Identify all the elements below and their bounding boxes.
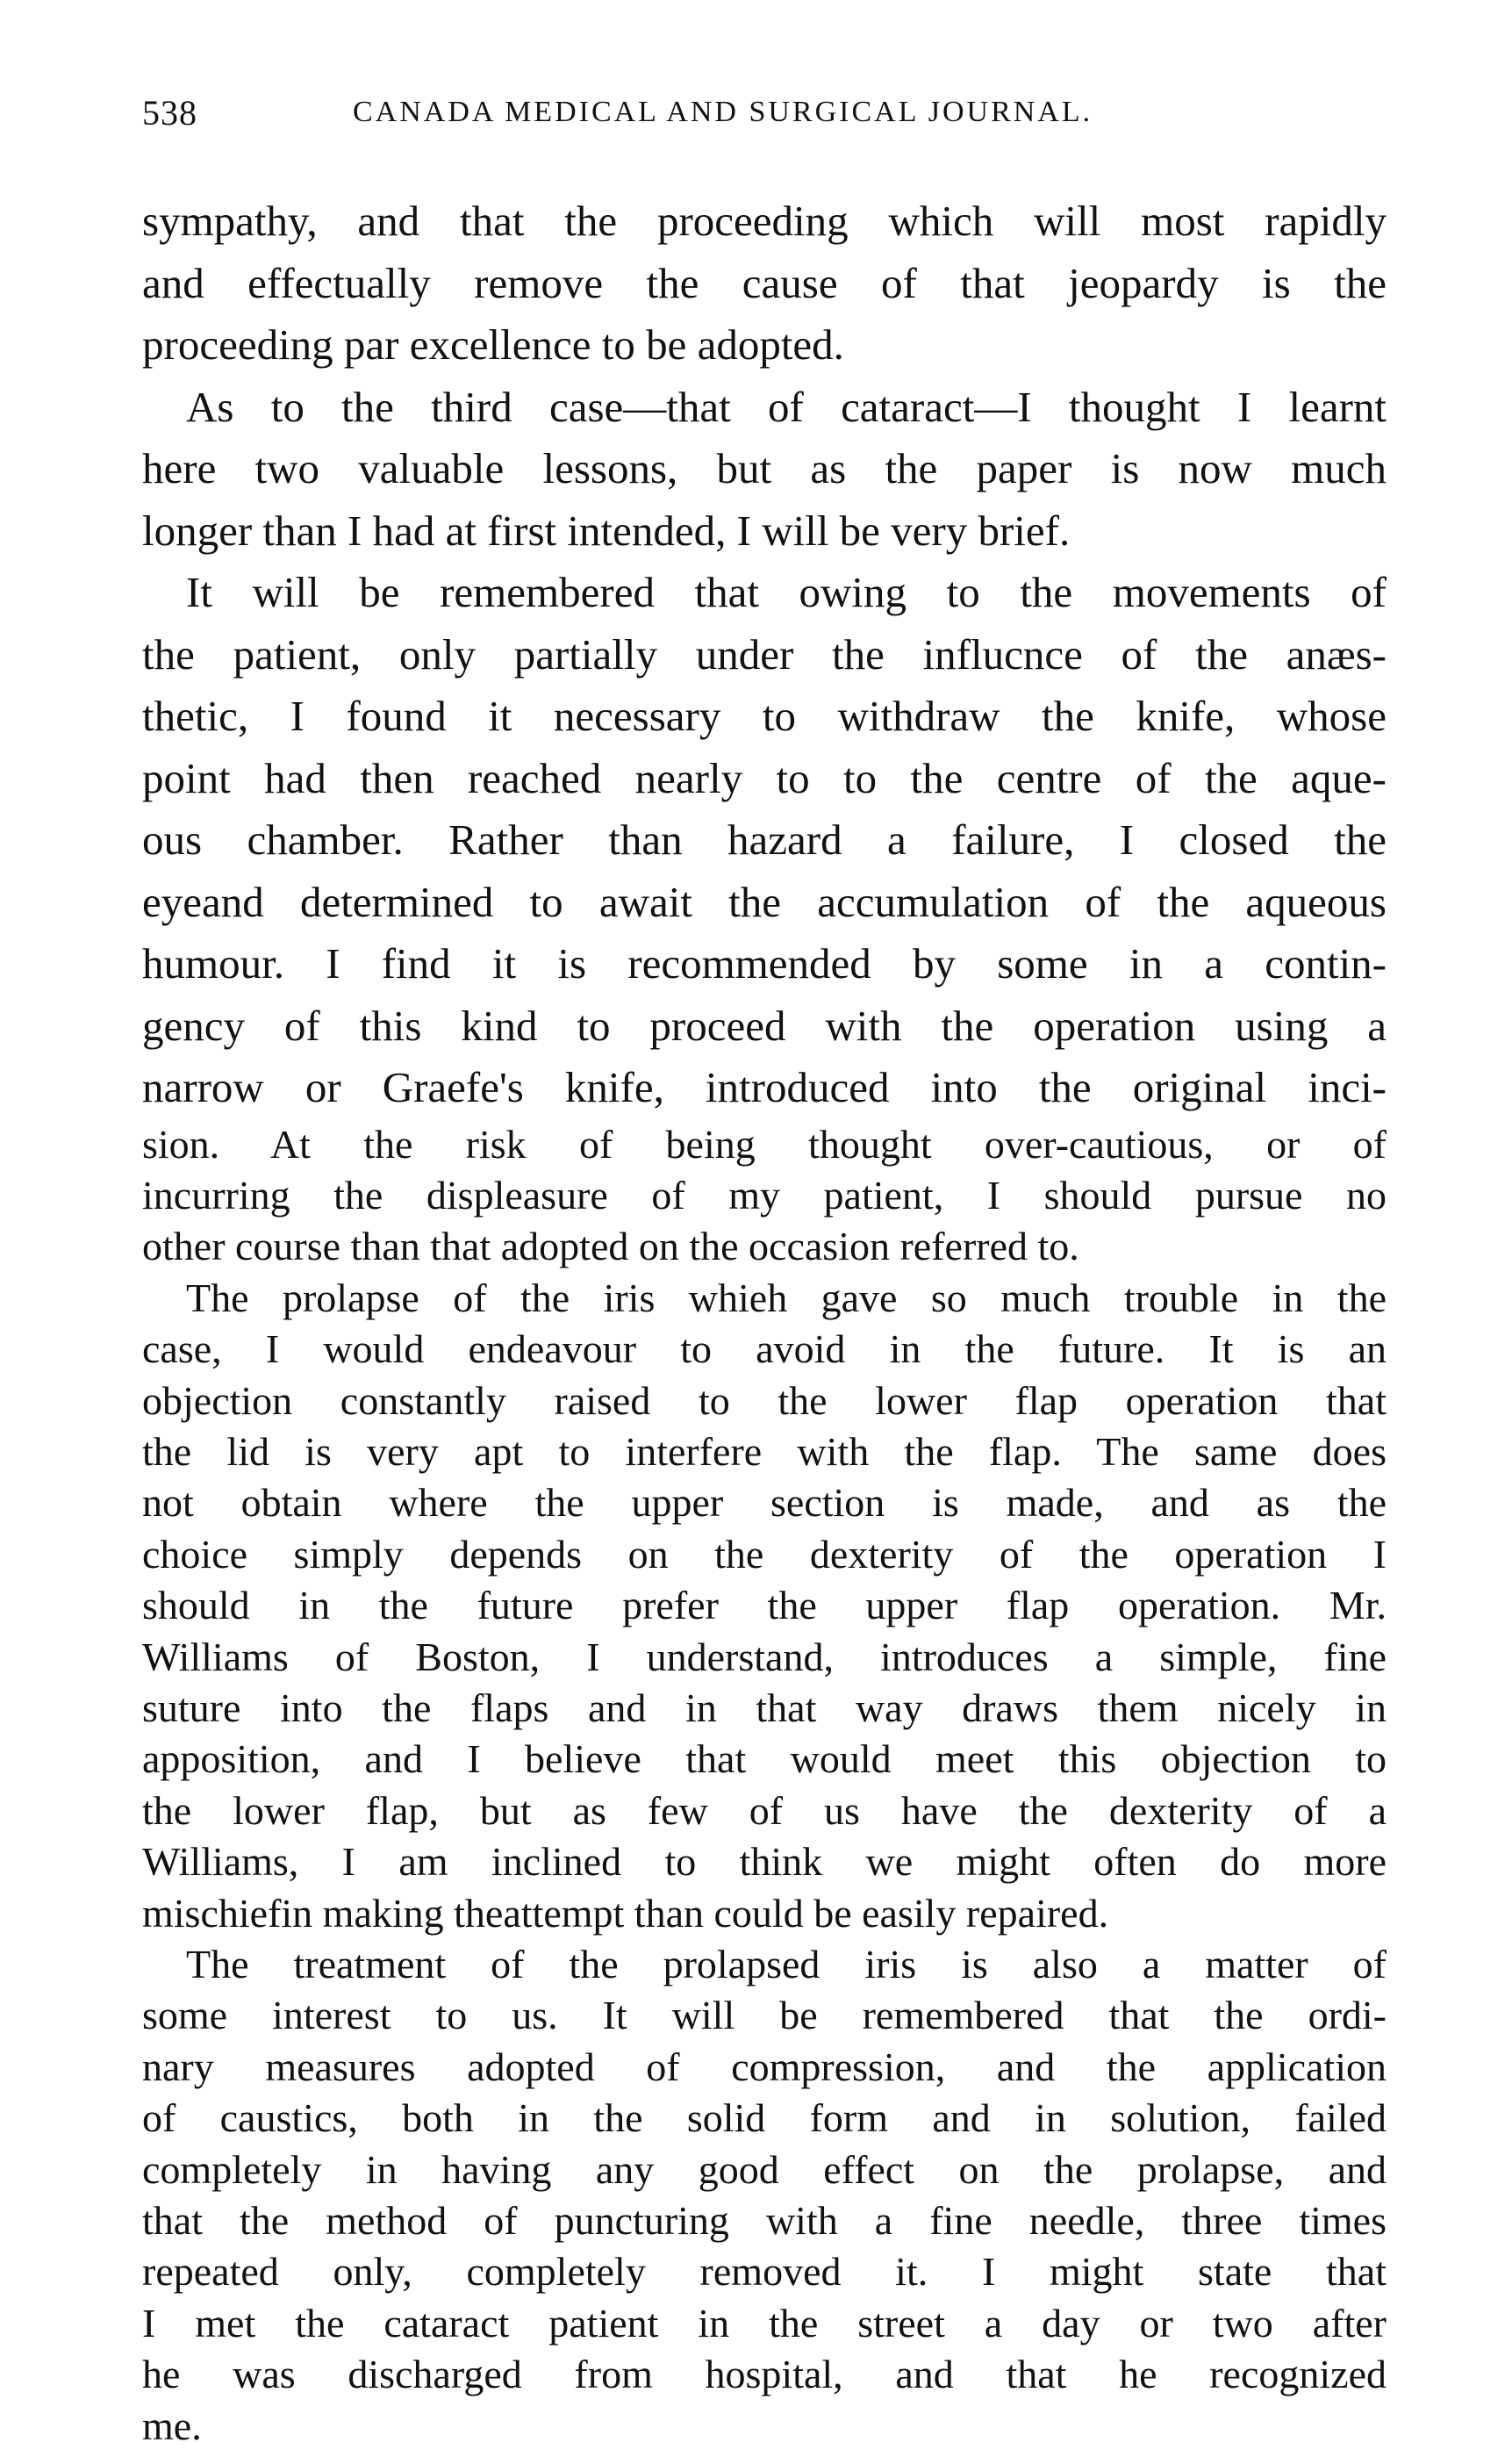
text-line: the lower flap, but as few of us have the dexterity of a: [142, 1787, 1387, 1833]
text-line: he was discharged from hospital, and that he recognized: [142, 2352, 1387, 2397]
text-line: sympathy, and that the proceeding which will most rapidly: [142, 197, 1387, 245]
page-header: [142, 92, 1387, 145]
text-line: some interest to us. It will be remembered that the ordi-: [142, 1993, 1387, 2038]
text-block-large: [142, 190, 1387, 1119]
text-line: me.: [142, 2403, 202, 2448]
text-line: and effectually remove the cause of that jeopardy is the: [142, 258, 1387, 307]
text-line: incurring the displeasure of my patient, I should pursue no: [142, 1172, 1387, 1218]
text-line: thetic, I found it necessary to withdraw the knife, whose: [142, 692, 1387, 740]
text-line: humour. I find it is recommended by some in a contin-: [142, 939, 1387, 988]
text-line: The prolapse of the iris whieh gave so much trouble in the: [186, 1275, 1387, 1320]
text-line: As to the third case—that of cataract—I thought I learnt: [186, 382, 1387, 431]
text-line: here two valuable lessons, but as the paper is now much: [142, 444, 1387, 492]
text-line: apposition, and I believe that would meet this objection to: [142, 1736, 1387, 1782]
text-line: sion. At the risk of being thought over-cautious, or of: [142, 1121, 1387, 1167]
text-line: of caustics, both in the solid form and in solution, failed: [142, 2095, 1387, 2141]
text-line: nary measures adopted of compression, and the application: [142, 2044, 1387, 2089]
text-line: that the method of puncturing with a fine needle, three times: [142, 2198, 1387, 2244]
text-line: It will be remembered that owing to the movements of: [186, 568, 1387, 616]
text-line: suture into the flaps and in that way draws them nicely in: [142, 1685, 1387, 1730]
text-line: proceeding par excellence to be adopted.: [142, 320, 844, 369]
journal-page: [142, 92, 1387, 2452]
text-line: The treatment of the prolapsed iris is also a matter of: [186, 1942, 1387, 1986]
text-line: objection constantly raised to the lower flap operation that: [142, 1377, 1387, 1423]
text-line: Williams of Boston, I understand, introduces a simple, fine: [142, 1634, 1387, 1679]
text-line: the lid is very apt to interfere with the flap. The same does: [142, 1428, 1387, 1474]
text-line: not obtain where the upper section is made, and as the: [142, 1480, 1387, 1526]
text-line: ous chamber. Rather than hazard a failure, I closed the: [142, 815, 1387, 864]
text-block-small: [142, 1119, 1387, 2453]
text-line: point had then reached nearly to to the centre of the aque-: [142, 753, 1387, 802]
text-line: gency of this kind to proceed with the operation using a: [142, 1001, 1387, 1050]
running-head: CANADA MEDICAL AND SURGICAL JOURNAL.: [353, 96, 1093, 128]
text-line: Williams, I am inclined to think we might often do more: [142, 1839, 1387, 1885]
text-line: the patient, only partially under the influcnce of the anæs-: [142, 629, 1387, 679]
text-line: other course than that adopted on the occasion referred to.: [142, 1224, 1079, 1269]
text-line: narrow or Graefe's knife, introduced into the original inci-: [142, 1063, 1387, 1111]
text-line: mischiefin making theattempt than could be easily repaired.: [142, 1890, 1109, 1936]
page-number: 538: [142, 93, 197, 133]
text-line: repeated only, completely removed it. I might state that: [142, 2249, 1387, 2295]
text-line: case, I would endeavour to avoid in the future. It is an: [142, 1326, 1387, 1372]
text-line: I met the cataract patient in the street a day or two after: [142, 2300, 1387, 2346]
text-line: eyeand determined to await the accumulation of the aqueous: [142, 877, 1387, 926]
text-line: choice simply depends on the dexterity of the operation I: [142, 1531, 1387, 1577]
text-line: longer than I had at first intended, I will be very brief.: [142, 506, 1071, 555]
body-text: [142, 190, 1387, 2452]
text-line: completely in having any good effect on the prolapse, and: [142, 2146, 1387, 2192]
text-line: should in the future prefer the upper flap operation. Mr.: [142, 1583, 1387, 1628]
